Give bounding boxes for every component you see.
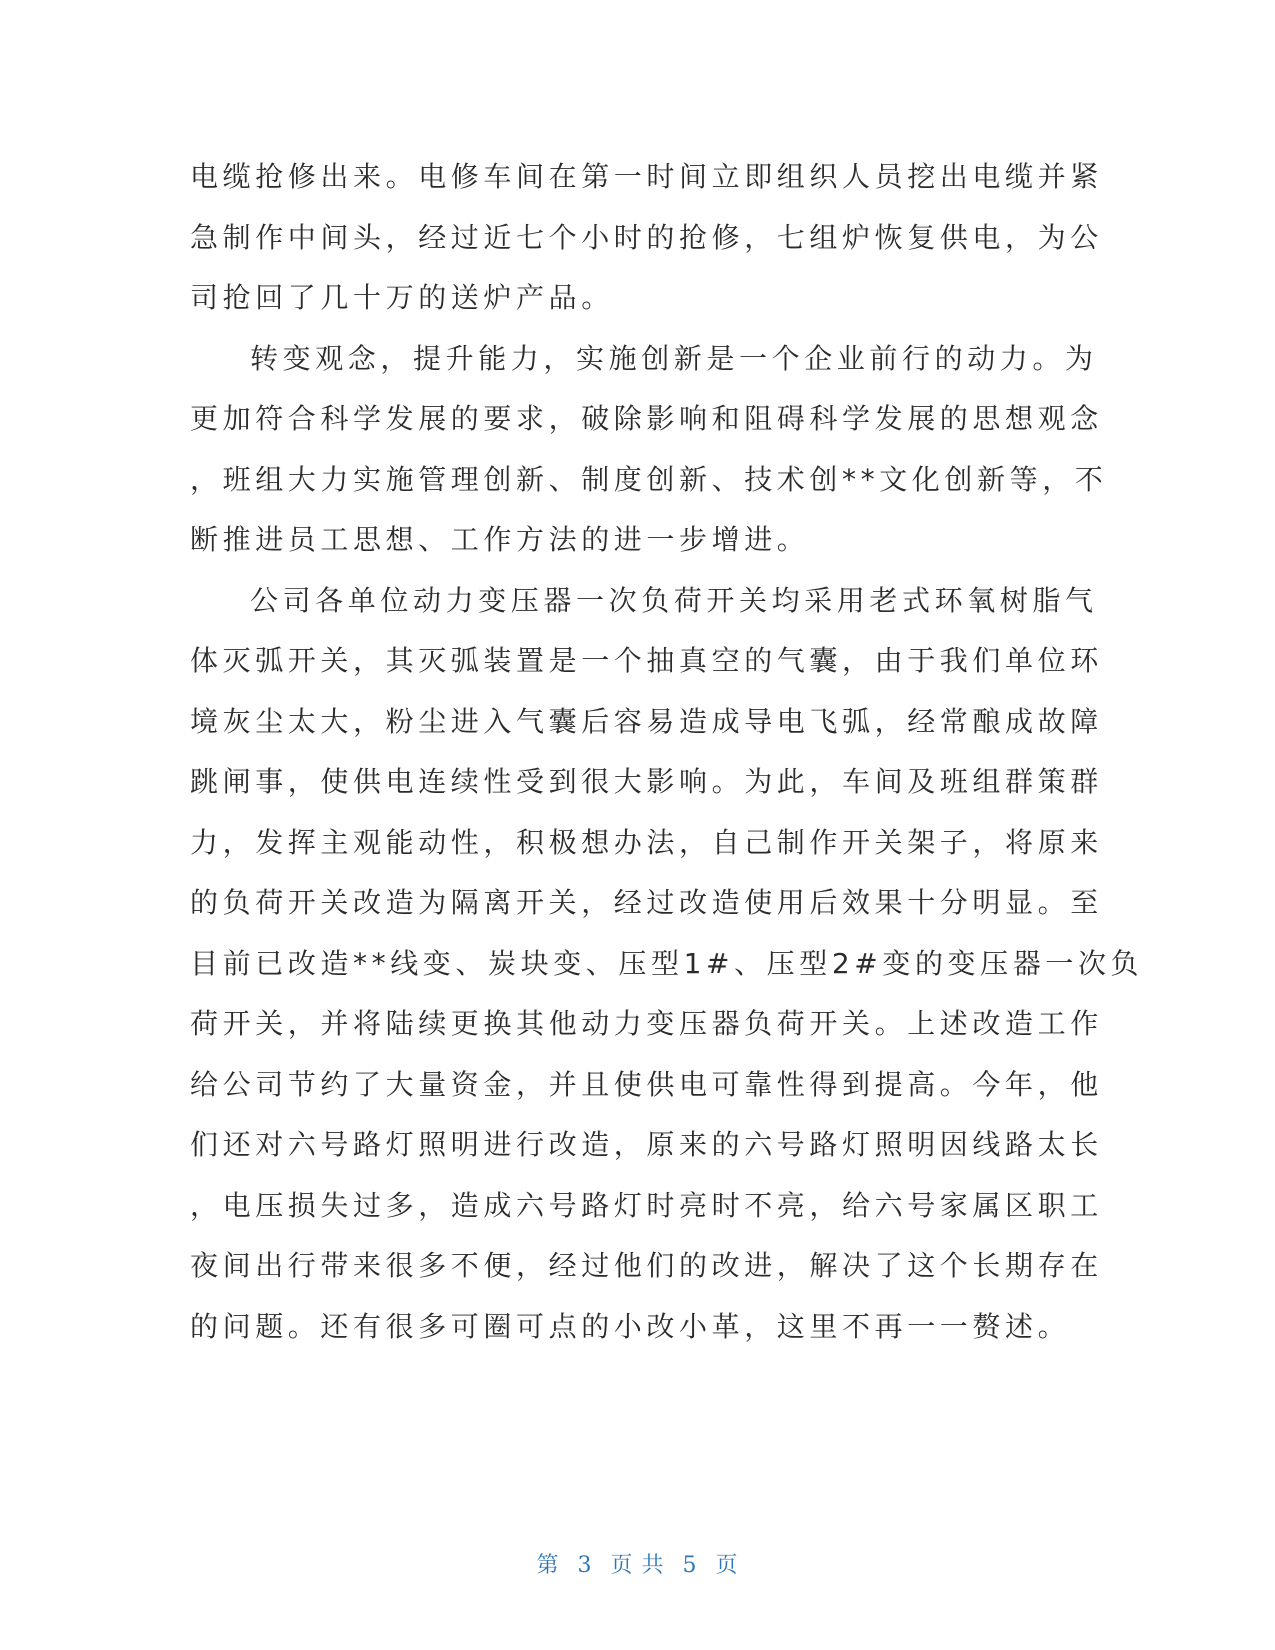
footer-prefix: 第 <box>536 1553 560 1578</box>
text-line: 的问题。还有很多可圈可点的小改小革，这里不再一一赘述。 <box>190 1309 1071 1343</box>
text-line: 荷开关，并将陆续更换其他动力变压器负荷开关。上述改造工作 <box>190 1007 1103 1040</box>
page-footer <box>0 1548 1275 1579</box>
footer-middle: 页 共 <box>610 1553 665 1578</box>
text-line: 们还对六号路灯照明进行改造，原来的六号路灯照明因线路太长 <box>190 1128 1103 1161</box>
paragraph-start-line: 转变观念，提升能力，实施创新是一个企业前行的动力。为 <box>250 341 1098 375</box>
text-line: 给公司节约了大量资金，并且使供电可靠性得到提高。今年，他 <box>190 1067 1103 1101</box>
text-line: 电缆抢修出来。电修车间在第一时间立即组织人员挖出电缆并紧 <box>190 160 1103 193</box>
text-line: 断推进员工思想、工作方法的进一步增进。 <box>190 523 810 556</box>
text-line: 境灰尘太大，粉尘进入气囊后容易造成导电飞弧，经常酿成故障 <box>190 704 1103 738</box>
text-line: 更加符合科学发展的要求，破除影响和阻碍科学发展的思想观念 <box>190 402 1103 435</box>
text-line: ，班组大力实施管理创新、制度创新、技术创**文化创新等，不 <box>190 462 1108 496</box>
text-line: 体灭弧开关，其灭弧装置是一个抽真空的气囊，由于我们单位环 <box>190 644 1103 677</box>
text-line: 司抢回了几十万的送炉产品。 <box>190 281 614 314</box>
text-line: 目前已改造**线变、炭块变、压型1#、压型2#变的变压器一次负 <box>190 946 1144 980</box>
text-line: ，电压损失过多，造成六号路灯时亮时不亮，给六号家属区职工 <box>190 1188 1103 1222</box>
text-line: 力，发挥主观能动性，积极想办法，自己制作开关架子，将原来 <box>190 825 1103 859</box>
text-line: 的负荷开关改造为隔离开关，经过改造使用后效果十分明显。至 <box>190 886 1103 919</box>
text-line: 跳闸事，使供电连续性受到很大影响。为此，车间及班组群策群 <box>190 765 1103 798</box>
text-line: 急制作中间头，经过近七个小时的抢修，七组炉恢复供电，为公 <box>190 220 1103 254</box>
text-line: 夜间出行带来很多不便，经过他们的改进，解决了这个长期存在 <box>190 1249 1103 1282</box>
current-page-number: 3 <box>577 1553 593 1578</box>
body-text <box>190 147 1144 1357</box>
paragraph-start-line: 公司各单位动力变压器一次负荷开关均采用老式环氧树脂气 <box>250 583 1098 617</box>
total-pages-number: 5 <box>682 1553 698 1578</box>
footer-suffix: 页 <box>715 1553 739 1578</box>
